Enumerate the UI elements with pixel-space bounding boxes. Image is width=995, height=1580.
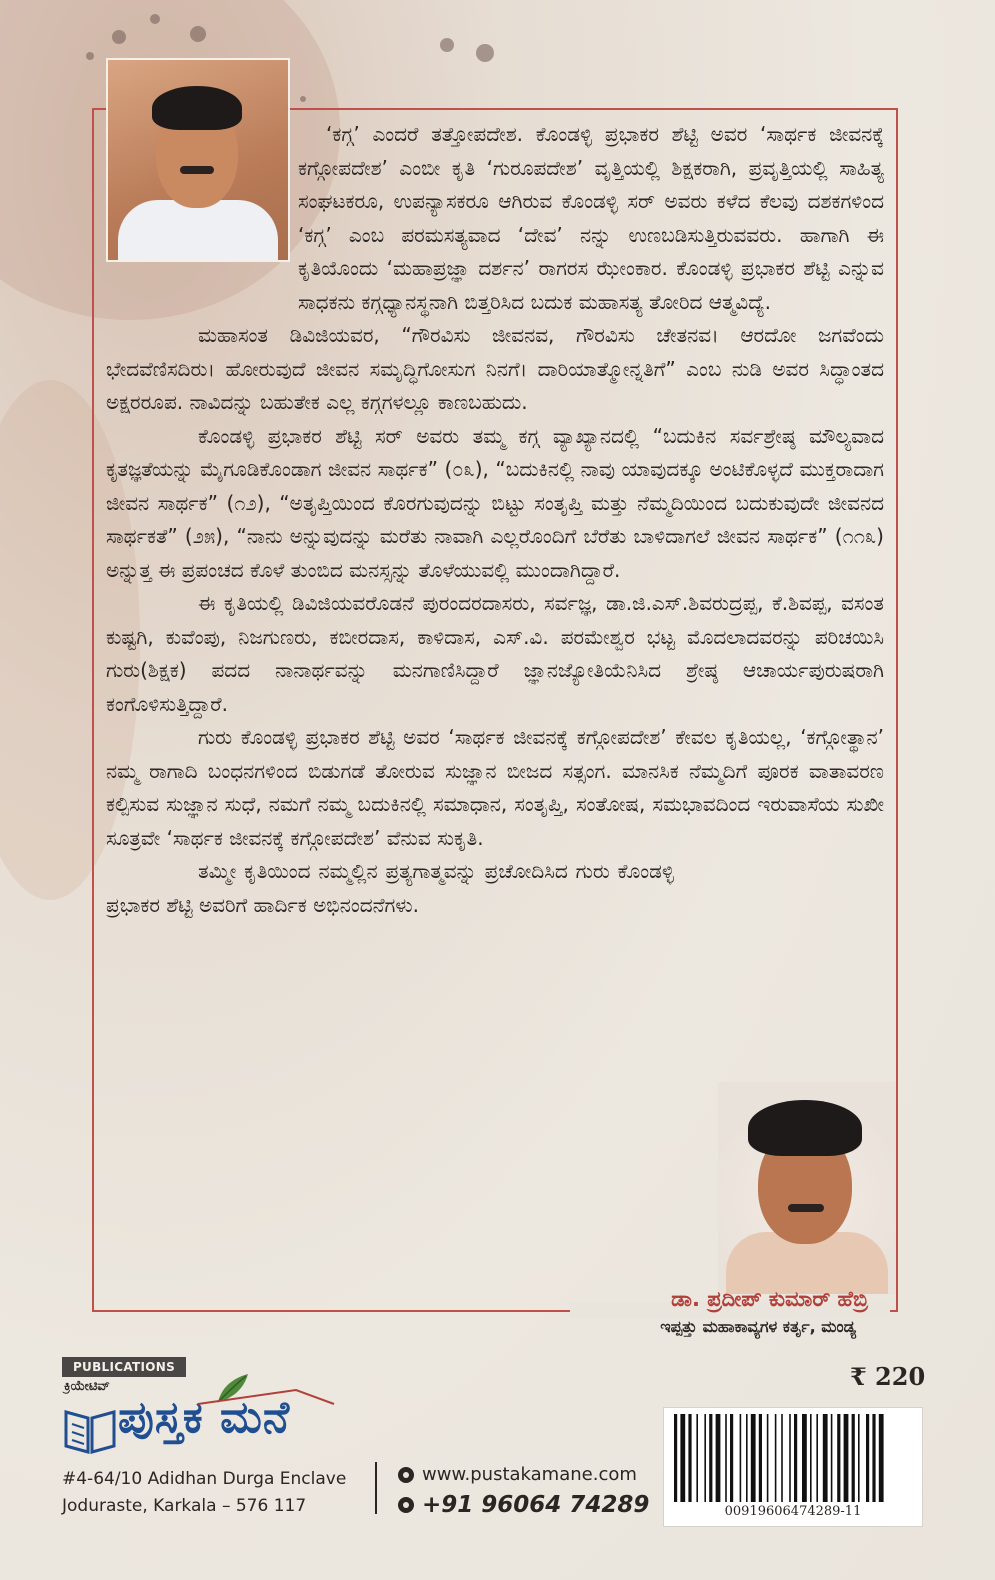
ink-blot <box>150 14 160 24</box>
barcode-bar <box>852 1414 855 1502</box>
barcode-bar <box>872 1414 875 1502</box>
book-logo-icon <box>62 1400 118 1456</box>
barcode-bar <box>837 1414 840 1502</box>
barcode-bar <box>746 1414 748 1502</box>
website-link[interactable]: www.pustakamane.com <box>422 1464 637 1485</box>
contact-divider <box>375 1462 377 1514</box>
author-photo <box>718 1082 896 1294</box>
publisher-contact <box>398 1460 649 1520</box>
barcode-bars <box>672 1414 914 1502</box>
barcode-bar <box>740 1414 742 1502</box>
ink-blot <box>440 38 454 52</box>
paragraph-3: ಕೊಂಡಳ್ಳಿ ಪ್ರಭಾಕರ ಶೆಟ್ಟಿ ಸರ್ ಅವರು ತಮ್ಮ ಕಗ್ಗ ವ್ಯಾಖ್ಯಾನದಲ್ಲಿ “ಬದುಕಿನ ಸರ್ವಶ್ರೇಷ್ಠ ಮೌಲ್ಯವಾದ ಕೃತಜ್ಞತೆಯನ್ನು ಮೈಗೂಡಿಕೊಂಡಾಗ ಜೀವನ ಸಾರ್ಥಕ” (೦೩), “ಬದುಕಿನಲ್ಲಿ ನಾವು ಯಾವುದಕ್ಕೂ ಅಂಟಿಕೊಳ್ಳದೆ ಮುಕ್ತರಾದಾಗ ಜೀವನ ಸಾರ್ಥಕ” (೧೨), “ಅತೃಪ್ತಿಯಿಂದ ಕೊರಗುವುದನ್ನು ಬಿಟ್ಟು ಸಂತೃಪ್ತಿ ಮತ್ತು ನೆಮ್ಮದಿಯಿಂದ ಬದುಕುವುದೇ ಜೀವನದ ಸಾರ್ಥಕತೆ” (೨೫), “ನಾನು ಅನ್ನುವುದನ್ನು ಮರೆತು ನಾವಾಗಿ ಎಲ್ಲರೊಂದಿಗೆ ಬೆರೆತು ಬಾಳಿದಾಗಲೆ ಜೀವನ ಸಾರ್ಥಕ” (೧೧೩) ಅನ್ನುತ್ತ ಈ ಪ್ರಪಂಚದ ಕೊಳೆ ತುಂಬಿದ ಮನಸ್ಸನ್ನು ತೊಳೆಯುವಲ್ಲಿ ಮುಂದಾಗಿದ್ದಾರೆ. <box>106 423 884 582</box>
paragraph-6: ತಮ್ಮೀ ಕೃತಿಯಿಂದ ನಮ್ಮಲ್ಲಿನ ಪ್ರತ್ಯಗಾತ್ಮವನ್ನು ಪ್ರಚೋದಿಸಿದ ಗುರು ಕೊಂಡಳ್ಳಿ ಪ್ರಭಾಕರ ಶೆಟ್ಟಿ ಅವರಿಗೆ ಹಾರ್ದಿಕ ಅಭಿನಂದನೆಗಳು. <box>106 859 674 917</box>
barcode-bar <box>751 1414 756 1502</box>
ink-blot <box>300 96 306 102</box>
ink-blot <box>112 30 126 44</box>
roof-line-icon <box>196 1386 336 1406</box>
barcode-bar <box>789 1414 791 1502</box>
barcode-bar <box>725 1414 727 1502</box>
photo-hair <box>748 1100 862 1156</box>
barcode-bar <box>709 1414 712 1502</box>
barcode-bar <box>767 1414 769 1502</box>
paragraph-4: ಈ ಕೃತಿಯಲ್ಲಿ ಡಿವಿಜಿಯವರೊಡನೆ ಪುರಂದರದಾಸರು, ಸರ್ವಜ್ಞ, ಡಾ.ಜಿ.ಎಸ್.ಶಿವರುದ್ರಪ್ಪ, ಕೆ.ಶಿವಪ್ಪ, ವಸಂತ ಕುಷ್ಟಗಿ, ಕುವೆಂಪು, ನಿಜಗುಣರು, ಕಬೀರದಾಸ, ಕಾಳಿದಾಸ, ಎಸ್.ವಿ. ಪರಮೇಶ್ವರ ಭಟ್ಟ ಮೊದಲಾದವರನ್ನು ಪರಿಚಯಿಸಿ ಗುರು(ಶಿಕ್ಷಕ) ಪದದ ನಾನಾರ್ಥವನ್ನು ಮನಗಾಣಿಸಿದ್ದಾರೆ ಜ್ಞಾನಜ್ಯೋತಿಯೆನಿಸಿದ ಶ್ರೇಷ್ಠ ಆಚಾರ್ಯಪುರುಷರಾಗಿ ಕಂಗೊಳಿಸುತ್ತಿದ್ದಾರೆ. <box>106 591 884 716</box>
barcode-bar <box>696 1414 698 1502</box>
phone-number: +91 96064 74289 <box>422 1492 650 1518</box>
barcode-bar <box>674 1414 677 1502</box>
barcode-bar <box>831 1414 833 1502</box>
publisher-name: ಪುಸ್ತಕ ಮನೆ <box>118 1392 291 1443</box>
address-line-2: Joduraste, Karkala – 576 117 <box>62 1496 307 1516</box>
barcode-bar <box>844 1414 849 1502</box>
barcode-bar <box>704 1414 706 1502</box>
price-label: ₹ 220 <box>850 1362 926 1391</box>
photo-moustache <box>788 1204 824 1212</box>
paragraph-5: ಗುರು ಕೊಂಡಳ್ಳಿ ಪ್ರಭಾಕರ ಶೆಟ್ಟಿ ಅವರ ‘ಸಾರ್ಥಕ ಜೀವನಕ್ಕೆ ಕಗ್ಗೋಪದೇಶ’ ಕೇವಲ ಕೃತಿಯಲ್ಲ, ‘ಕಗ್ಗೋತ್ಥಾನ’ ನಮ್ಮ ರಾಗಾದಿ ಬಂಧನಗಳಿಂದ ಬಿಡುಗಡೆ ತೋರುವ ಸುಜ್ಞಾನ ಬೀಜದ ಸತ್ಸಂಗ. ಮಾನಸಿಕ ನೆಮ್ಮದಿಗೆ ಪೂರಕ ವಾತಾವರಣ ಕಲ್ಪಿಸುವ ಸುಜ್ಞಾನ ಸುಧೆ, ನಮಗೆ ನಮ್ಮ ಬದುಕಿನಲ್ಲಿ ಸಮಾಧಾನ, ಸಂತೃಪ್ತಿ, ಸಂತೋಷ, ಸಮಭಾವದಿಂದ ಇರುವಾಸೆಯ ಸುಖೀ ಸೂತ್ರವೇ ‘ಸಾರ್ಥಕ ಜೀವನಕ್ಕೆ ಕಗ್ಗೋಪದೇಶ’ ವೆನುವ ಸುಕೃತಿ. <box>106 725 884 850</box>
phone-icon <box>398 1497 414 1513</box>
publications-badge: PUBLICATIONS <box>62 1357 186 1377</box>
barcode-bar <box>759 1414 762 1502</box>
barcode-bar <box>802 1414 807 1502</box>
ink-blot <box>190 26 206 42</box>
barcode-bar <box>730 1414 733 1502</box>
paragraph-1: ‘ಕಗ್ಗ’ ಎಂದರೆ ತತ್ತೋಪದೇಶ. ಕೊಂಡಳ್ಳಿ ಪ್ರಭಾಕರ ಶೆಟ್ಟಿ ಅವರ ‘ಸಾರ್ಥಕ ಜೀವನಕ್ಕೆ ಕಗ್ಗೋಪದೇಶ’ ಎಂಬೀ ಕೃತಿ ‘ಗುರೂಪದೇಶ’ ವೃತ್ತಿಯಲ್ಲಿ ಶಿಕ್ಷಕರಾಗಿ, ಪ್ರವೃತ್ತಿಯಲ್ಲಿ ಸಾಹಿತ್ಯ ಸಂಘಟಕರೂ, ಉಪನ್ಯಾಸಕರೂ ಆಗಿರುವ ಕೊಂಡಳ್ಳಿ ಸರ್ ಅವರು ಕಳೆದ ಕೆಲವು ದಶಕಗಳಿಂದ ‘ಕಗ್ಗ’ ಎಂಬ ಪರಮಸತ್ಯವಾದ ‘ದೇವ’ ನನ್ನು ಉಣಬಡಿಸುತ್ತಿರುವವರು. ಹಾಗಾಗಿ ಈ ಕೃತಿಯೊಂದು ‘ಮಹಾಪ್ರಜ್ಞಾ ದರ್ಶನ’ ರಾಗರಸ ಝೇಂಕಾರ. ಕೊಂಡಳ್ಳಿ ಪ್ರಭಾಕರ ಶೆಟ್ಟಿ ಎನ್ನುವ ಸಾಧಕನು ಕಗ್ಗಧ್ಯಾನಸ್ಥನಾಗಿ ಬಿತ್ತರಿಸಿದ ಬದುಕ ಮಹಾಸತ್ಯ ತೋರಿದ ಆತ್ಮವಿದ್ಯೆ. <box>298 122 884 314</box>
address-line-1: #4-64/10 Adidhan Durga Enclave <box>62 1469 347 1489</box>
author-designation: ಇಪ್ಪತ್ತು ಮಹಾಕಾವ್ಯಗಳ ಕರ್ತೃ, ಮಂಡ್ಯ <box>660 1317 856 1336</box>
publisher-prefix: ಕ್ರಿಯೇಟಿವ್ <box>64 1379 110 1394</box>
barcode-bar <box>858 1414 860 1502</box>
barcode-bar <box>781 1414 783 1502</box>
barcode-bar <box>810 1414 812 1502</box>
author-name: ಡಾ. ಪ್ರದೀಪ್ ಕುಮಾರ್ ಹೆಬ್ರಿ <box>671 1287 868 1311</box>
ink-blot <box>86 52 94 60</box>
barcode <box>664 1408 922 1526</box>
barcode-bar <box>716 1414 721 1502</box>
barcode-bar <box>688 1414 691 1502</box>
ink-blot <box>476 44 494 62</box>
barcode-bar <box>823 1414 828 1502</box>
barcode-bar <box>775 1414 777 1502</box>
paragraph-2: ಮಹಾಸಂತ ಡಿವಿಜಿಯವರ, “ಗೌರವಿಸು ಜೀವನವ, ಗೌರವಿಸು ಚೇತನವ। ಆರದೋ ಜಗವೆಂದು ಭೇದವೆಣಿಸದಿರು। ಹೋರುವುದೆ ಜೀವನ ಸಮೃದ್ಧಿಗೋಸುಗ ನಿನಗೆ। ದಾರಿಯಾತ್ಮೋನ್ನತಿಗೆ” ಎಂಬ ನುಡಿ ಅವರ ಸಿದ್ಧಾಂತದ ಅಕ್ಷರರೂಪ. ನಾವಿದನ್ನು ಬಹುತೇಕ ಎಲ್ಲ ಕಗ್ಗಗಳಲ್ಲೂ ಕಾಣಬಹುದು. <box>106 323 884 414</box>
publisher-address <box>62 1466 346 1520</box>
barcode-bar <box>794 1414 797 1502</box>
website-row <box>398 1460 649 1490</box>
barcode-bar <box>866 1414 869 1502</box>
barcode-number: 00919606474289-11 <box>724 1504 862 1519</box>
phone-row <box>398 1490 649 1520</box>
barcode-bar <box>816 1414 818 1502</box>
barcode-bar <box>680 1414 685 1502</box>
globe-icon <box>398 1467 414 1483</box>
barcode-bar <box>879 1414 884 1502</box>
blurb-text <box>106 118 884 922</box>
